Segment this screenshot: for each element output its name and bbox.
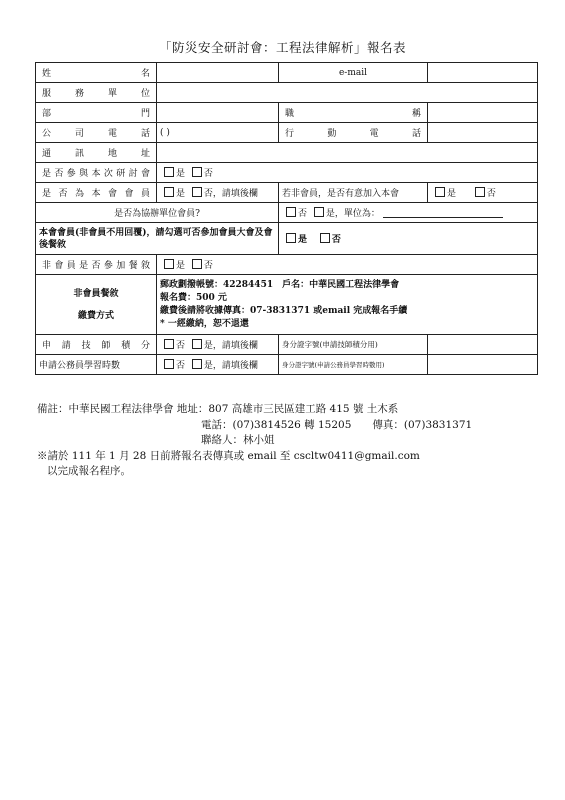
coorg-no-label: 否 — [298, 209, 308, 219]
member-label: 是否為本會會員 — [36, 183, 157, 203]
civil-hours-label: 申請公務員學習時數 — [36, 355, 157, 375]
unit-field[interactable] — [157, 83, 538, 103]
attend-label: 是否參與本次研討會 — [36, 163, 157, 183]
member-yes-checkbox[interactable] — [164, 187, 174, 197]
unit-label: 服務單位 — [36, 83, 157, 103]
notes-deadline-line: ※請於 111 年 1 月 28 日前將報名表傳真或 email 至 cscltw0411@gmail.com — [37, 449, 420, 462]
attend-no-checkbox[interactable] — [192, 167, 202, 177]
company-phone-label: 公司電話 — [36, 123, 157, 143]
join-yes-checkbox[interactable] — [435, 187, 445, 197]
civil-yes-checkbox[interactable] — [192, 359, 202, 369]
job-title-label: 職稱 — [279, 103, 428, 123]
fee-amount-line: 報名費：500 元 — [160, 292, 227, 303]
row-fee — [36, 275, 538, 335]
civil-id-label: 身分證字號(申請公務員學習時數用) — [279, 355, 428, 375]
attend-no-label: 否 — [203, 169, 213, 179]
notes-section — [37, 402, 472, 480]
member-no-checkbox[interactable] — [192, 187, 202, 197]
company-phone-field[interactable]: ( ) — [157, 123, 279, 143]
nonmember-meal-no-label: 否 — [203, 261, 213, 271]
coorg-label: 是否為協辦單位會員? — [36, 203, 279, 223]
dept-field[interactable] — [157, 103, 279, 123]
row-phone — [36, 123, 538, 143]
coorg-no-checkbox[interactable] — [286, 207, 296, 217]
attend-options — [157, 163, 538, 183]
nonmember-meal-yes-checkbox[interactable] — [164, 259, 174, 269]
notes-phone-line: 電話：(07)3814526 轉 15205 傳真：(07)3831371 — [201, 418, 473, 431]
job-title-field[interactable] — [428, 103, 538, 123]
member-meal-yes-checkbox[interactable] — [286, 233, 296, 243]
civil-yes-label: 是，請填後欄 — [203, 361, 258, 371]
tech-no-checkbox[interactable] — [164, 339, 174, 349]
row-name — [36, 63, 538, 83]
row-tech-credit — [36, 335, 538, 355]
fee-fax-line: 繳費後請將收據傳真：07-3831371 或email 完成報名手續 — [160, 305, 408, 316]
join-yes-label: 是 — [447, 189, 457, 199]
row-nonmember-meal — [36, 255, 538, 275]
dept-label: 部門 — [36, 103, 157, 123]
coorg-yes-checkbox[interactable] — [314, 207, 324, 217]
row-civil-hours — [36, 355, 538, 375]
nonmember-meal-no-checkbox[interactable] — [192, 259, 202, 269]
civil-no-checkbox[interactable] — [164, 359, 174, 369]
form-title: 「防災安全研討會：工程法律解析」報名表 — [158, 40, 406, 55]
nonmember-meal-options — [157, 255, 538, 275]
coorg-yes-label: 是，單位為： — [325, 209, 380, 219]
tech-no-label: 否 — [176, 341, 186, 351]
member-meal-no-checkbox[interactable] — [320, 233, 330, 243]
row-member — [36, 183, 538, 203]
coorg-options — [279, 203, 538, 223]
notes-address-line: 備註：中華民國工程法律學會 地址：807 高雄市三民區建工路 415 號 土木系 — [37, 403, 399, 415]
fee-details-cell — [157, 275, 538, 335]
member-options — [157, 183, 279, 203]
civil-id-field[interactable] — [428, 355, 538, 375]
nonmember-meal-label: 非會員是否參加餐敘 — [36, 255, 157, 275]
row-address — [36, 143, 538, 163]
fee-label-line-1: 非會員餐敘 — [73, 288, 119, 299]
tech-yes-checkbox[interactable] — [192, 339, 202, 349]
mobile-field[interactable] — [428, 123, 538, 143]
mobile-label: 行動電話 — [279, 123, 428, 143]
registration-form-table — [35, 62, 538, 375]
join-no-checkbox[interactable] — [475, 187, 485, 197]
notes-complete-line: 以完成報名程序。 — [47, 465, 131, 477]
coorg-unit-field[interactable] — [383, 208, 503, 218]
tech-credit-label: 申請技師積分 — [36, 335, 157, 355]
tech-yes-label: 是，請填後欄 — [203, 341, 258, 351]
name-label: 姓名 — [36, 63, 157, 83]
name-field[interactable] — [157, 63, 279, 83]
member-meal-label: 本會會員(非會員不用回覆)，請勾選可否參加會員大會及會後餐敘 — [36, 223, 279, 255]
fee-refund-line: * 一經繳納，恕不退還 — [160, 318, 249, 329]
row-attend — [36, 163, 538, 183]
fee-label-line-2: 繳費方式 — [77, 310, 114, 321]
email-label: e-mail — [279, 63, 428, 83]
row-unit — [36, 83, 538, 103]
fee-account-line: 郵政劃撥帳號：42284451 戶名：中華民國工程法律學會 — [160, 279, 400, 290]
member-meal-options — [279, 223, 538, 255]
address-label: 通訊地址 — [36, 143, 157, 163]
member-meal-yes-label: 是 — [298, 235, 308, 245]
email-field[interactable] — [428, 63, 538, 83]
tech-id-label: 身分證字號(申請技師積分用) — [279, 335, 428, 355]
row-coorganizer — [36, 203, 538, 223]
notes-contact-line: 聯絡人：林小姐 — [201, 434, 275, 446]
attend-yes-checkbox[interactable] — [164, 167, 174, 177]
row-dept — [36, 103, 538, 123]
nonmember-meal-yes-label: 是 — [176, 261, 186, 271]
attend-yes-label: 是 — [176, 169, 186, 179]
civil-no-label: 否 — [176, 361, 186, 371]
tech-id-field[interactable] — [428, 335, 538, 355]
member-meal-no-label: 否 — [331, 235, 341, 245]
join-label: 若非會員，是否有意加入本會 — [279, 183, 428, 203]
member-no-label: 否，請填後欄 — [203, 189, 258, 199]
row-member-meal — [36, 223, 538, 255]
civil-hours-options — [157, 355, 279, 375]
tech-credit-options — [157, 335, 279, 355]
member-yes-label: 是 — [176, 189, 186, 199]
join-no-label: 否 — [486, 189, 496, 199]
fee-label-cell — [36, 275, 157, 335]
address-field[interactable] — [157, 143, 538, 163]
join-options — [428, 183, 538, 203]
